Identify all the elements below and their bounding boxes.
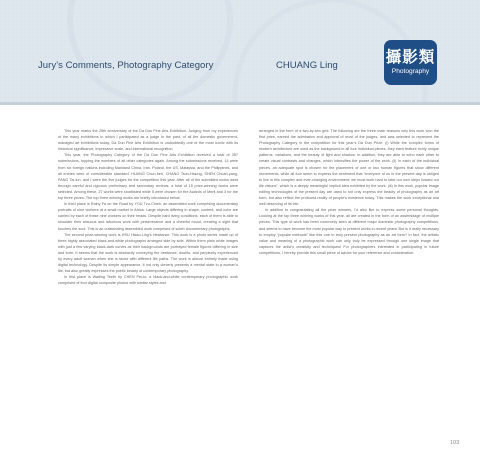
paragraph: arranged in the form of a two-by-two grid. The following are the three main reasons why this work won the first prize, earned the admiration and approval of most of the judges, and was selected to represent the Photography Category in the competition for this year’s Da Dun Prize: (i) While the complex forms of modern architecture are used as the background in all four individual pieces, they each feature richly unique patterns, variations, and the beauty of light and shadow. In addition, they are able to echo each other to create visual contrasts and changes, which intensifies the power of the work. (ii) In each of the individual pieces, an adequate spot is chosen for the placement of one or two human figures that show different movements, while all four seem to express the sentiment that “everyone of us in the present day is obliged to live in this complex and ever-changing environment; we must work hard to take our own steps toward our life visions”, which is a deeply meaningful implicit idea exhibited by the work. (iii) In this work, popular image editing technologies of the present day are used to not only express the beauty of photography as an art form, but also reflect the profound reality of people’s existence today. This makes the work exceptional and well deserving of its win. — [259, 129, 439, 207]
paragraph: The second prize-winning work is HSU Hsiao-Ling’s Hesitance. This work is a photo series made up of three highly associated black-and-white photographs arranged side by side. Within them plain white images with just a few varying black-dark curves as their backgrounds are portrayed female figures differing in size and form. It seems that the work is abstractly conveying the hesitance, doubts, and perplexity experienced by every adult woman when she is faced with different life paths. The work is almost entirely made using digital technology. Despite its simple appearance, it not only cleverly presents a mental state in a woman’s life, but also greatly expresses the poetic beauty of contemporary photography. — [58, 232, 238, 274]
header-divider — [0, 102, 480, 105]
paragraph: In first place is Waiting Teeth by CHEN Pei-tu, a black-and-white contemporary photographic work comprised of four digital composite photos with similar styles and — [58, 275, 238, 286]
paragraph: In addition to congratulating all the prize winners, I’d also like to express some personal thoughts. Looking at the top three winning works of this year, all are created in the form of an assemblage of multiple pieces. This type of work has been commonly seen at different major domestic photography competitions, and seems to have become the most popular way to present works in recent years! But is it really necessary to employ “popular methods” like this one to truly present photography as an art form? In fact, the artistic value and meaning of a photographic work can only truly be expressed through one single image that captures the artist’s creativity and techniques! For photographers interested in participating in future competitions, I hereby provide this small piece of advice for your reference and consideration. — [259, 208, 439, 255]
page-number: 103 — [450, 440, 460, 446]
paragraph: This year, the Photography Category of the Da Dun Fine Arts Exhibition received a total of 357 submissions, topping the numbers of all other categories again. Among the submissions received, 14 were from six foreign nations including Mainland China, Iran, Poland, the US, Malaysia, and the Philippines, and all entries were of considerable standard. HUANG Chun-ben, CHANG Tsun-Hsiung, SHEN Chuan-yang, PANG Tai-lun, and I were the five judges for the competition this year. After all of the submitted works went through careful and rigorous preliminary and secondary reviews, a total of 15 prize-winning works were selected. Among these, 27 works were shortlisted while 5 were chosen for the Awards of Merit and 3 for the top three prizes. The top three winning works are briefly introduced below. — [58, 153, 238, 201]
text-column-left — [58, 128, 238, 286]
paragraph: In third place is Rainy Fa on the Road by YOU Tzu-Chieh, an assembled work comprising documentary portraits of nine workers at a small market in Africa. Large objects differing in shape, content, and color are carried by each of these nine workers on their heads. Despite hard living conditions, each of them is able to shoulder their arduous and laborious work with perseverance and a cheerful mood, creating a sight that touches the soul. This is an outstanding assembled work comprised of sober documentary photographs. — [58, 202, 238, 231]
category-badge-chinese: 攝影類 — [385, 49, 436, 66]
section-title: Jury’s Comments, Photography Category — [38, 60, 214, 71]
paragraph: This year marks the 25th anniversary of the Da Dun Fine Arts Exhibition. Judging from my experiences of the many exhibitions in which I participated as a judge in the past, of all the domestic government-managed art exhibitions today, Da Dun Fine Arts Exhibition is undoubtedly one of the most iconic with its historical significance, impressive scale, and international recognition. — [58, 129, 238, 152]
author-name: CHUANG Ling — [276, 60, 338, 71]
text-column-right — [259, 128, 439, 256]
category-badge-english: Photography — [391, 68, 430, 75]
category-badge — [384, 40, 437, 85]
